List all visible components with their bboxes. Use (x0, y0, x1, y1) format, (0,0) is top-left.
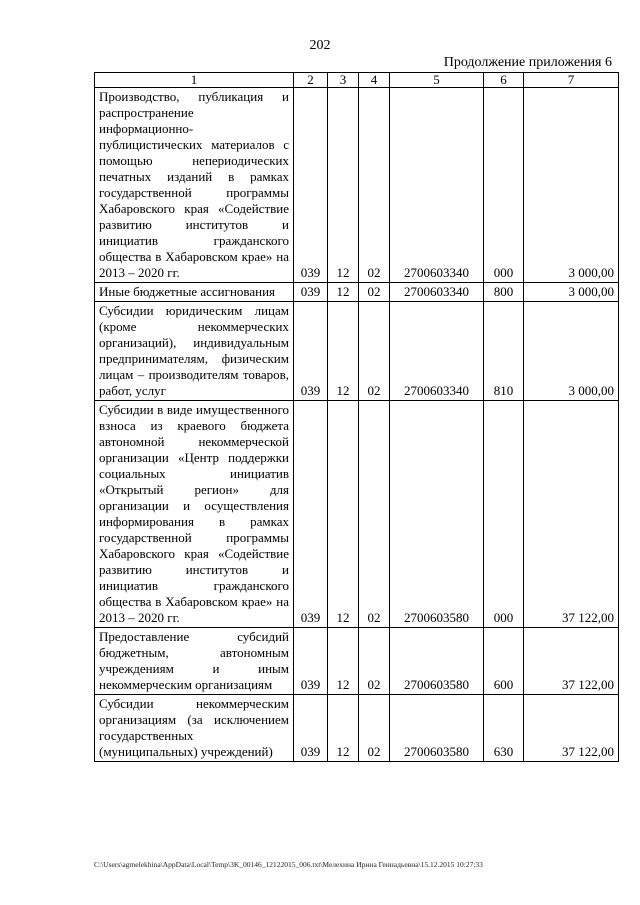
row-subsection-code: 02 (359, 628, 390, 695)
row-section-code: 12 (328, 401, 359, 628)
row-ministry-code: 039 (294, 88, 328, 283)
row-ministry-code: 039 (294, 401, 328, 628)
row-name: Производство, публикация и распространение информационно-публицистических материалов с помощью непериодических печатных изданий в рамках государственной программы Хабаровского края «Содействие развитию институтов и инициатив гражданского общества в Хабаровском крае» на 2013 – 2020 гг. (95, 88, 294, 283)
row-subsection-code: 02 (359, 695, 390, 762)
row-ministry-code: 039 (294, 283, 328, 302)
header-col-4: 4 (359, 73, 390, 88)
table-row (95, 302, 619, 401)
row-expense-type: 000 (484, 401, 524, 628)
row-amount: 3 000,00 (524, 88, 619, 283)
row-amount: 3 000,00 (524, 302, 619, 401)
row-section-code: 12 (328, 302, 359, 401)
row-amount: 37 122,00 (524, 401, 619, 628)
header-col-3: 3 (328, 73, 359, 88)
header-col-7: 7 (524, 73, 619, 88)
row-expense-type: 000 (484, 88, 524, 283)
row-target-code: 2700603340 (390, 283, 484, 302)
row-name: Субсидии в виде имущественного взноса из краевого бюджета автономной некоммерческой организации «Центр поддержки социальных инициатив «Открытый регион» для организации и осуществления информирования в рамках государственной программы Хабаровского края «Содействие развитию институтов и инициатив гражданского общества в Хабаровском крае» на 2013 – 2020 гг. (95, 401, 294, 628)
row-target-code: 2700603580 (390, 628, 484, 695)
table-row (95, 401, 619, 628)
page-number: 202 (309, 38, 331, 53)
row-ministry-code: 039 (294, 302, 328, 401)
table-row (95, 695, 619, 762)
row-subsection-code: 02 (359, 88, 390, 283)
table-row (95, 628, 619, 695)
row-subsection-code: 02 (359, 302, 390, 401)
table-row (95, 88, 619, 283)
row-expense-type: 800 (484, 283, 524, 302)
row-amount: 37 122,00 (524, 695, 619, 762)
continuation-label: Продолжение приложения 6 (443, 55, 612, 70)
header-col-1: 1 (95, 73, 294, 88)
row-target-code: 2700603340 (390, 302, 484, 401)
row-amount: 3 000,00 (524, 283, 619, 302)
row-ministry-code: 039 (294, 695, 328, 762)
header-row (95, 73, 619, 88)
row-target-code: 2700603580 (390, 695, 484, 762)
row-section-code: 12 (328, 88, 359, 283)
row-name: Предоставление субсидий бюджетным, автономным учреждениям и иным некоммерческим организациям (95, 628, 294, 695)
row-expense-type: 810 (484, 302, 524, 401)
row-section-code: 12 (328, 628, 359, 695)
row-section-code: 12 (328, 283, 359, 302)
file-path-footer: C:\Users\agmelekhina\AppData\Local\Temp\3K_00146_12122015_006.txt\Мелехина Ирина Геннадьевна\15.12.2015 10:27:33 (94, 860, 483, 869)
header-col-6: 6 (484, 73, 524, 88)
row-name: Субсидии некоммерческим организациям (за исключением государственных (муниципальных) учреждений) (95, 695, 294, 762)
row-name: Субсидии юридическим лицам (кроме некоммерческих организаций), индивидуальным предпринимателям, физическим лицам – производителям товаров, работ, услуг (95, 302, 294, 401)
row-subsection-code: 02 (359, 401, 390, 628)
table-row (95, 283, 619, 302)
row-section-code: 12 (328, 695, 359, 762)
row-expense-type: 630 (484, 695, 524, 762)
row-target-code: 2700603580 (390, 401, 484, 628)
row-subsection-code: 02 (359, 283, 390, 302)
row-target-code: 2700603340 (390, 88, 484, 283)
header-col-2: 2 (294, 73, 328, 88)
row-ministry-code: 039 (294, 628, 328, 695)
row-amount: 37 122,00 (524, 628, 619, 695)
budget-table (94, 72, 619, 762)
header-col-5: 5 (390, 73, 484, 88)
row-expense-type: 600 (484, 628, 524, 695)
row-name: Иные бюджетные ассигнования (95, 283, 294, 302)
